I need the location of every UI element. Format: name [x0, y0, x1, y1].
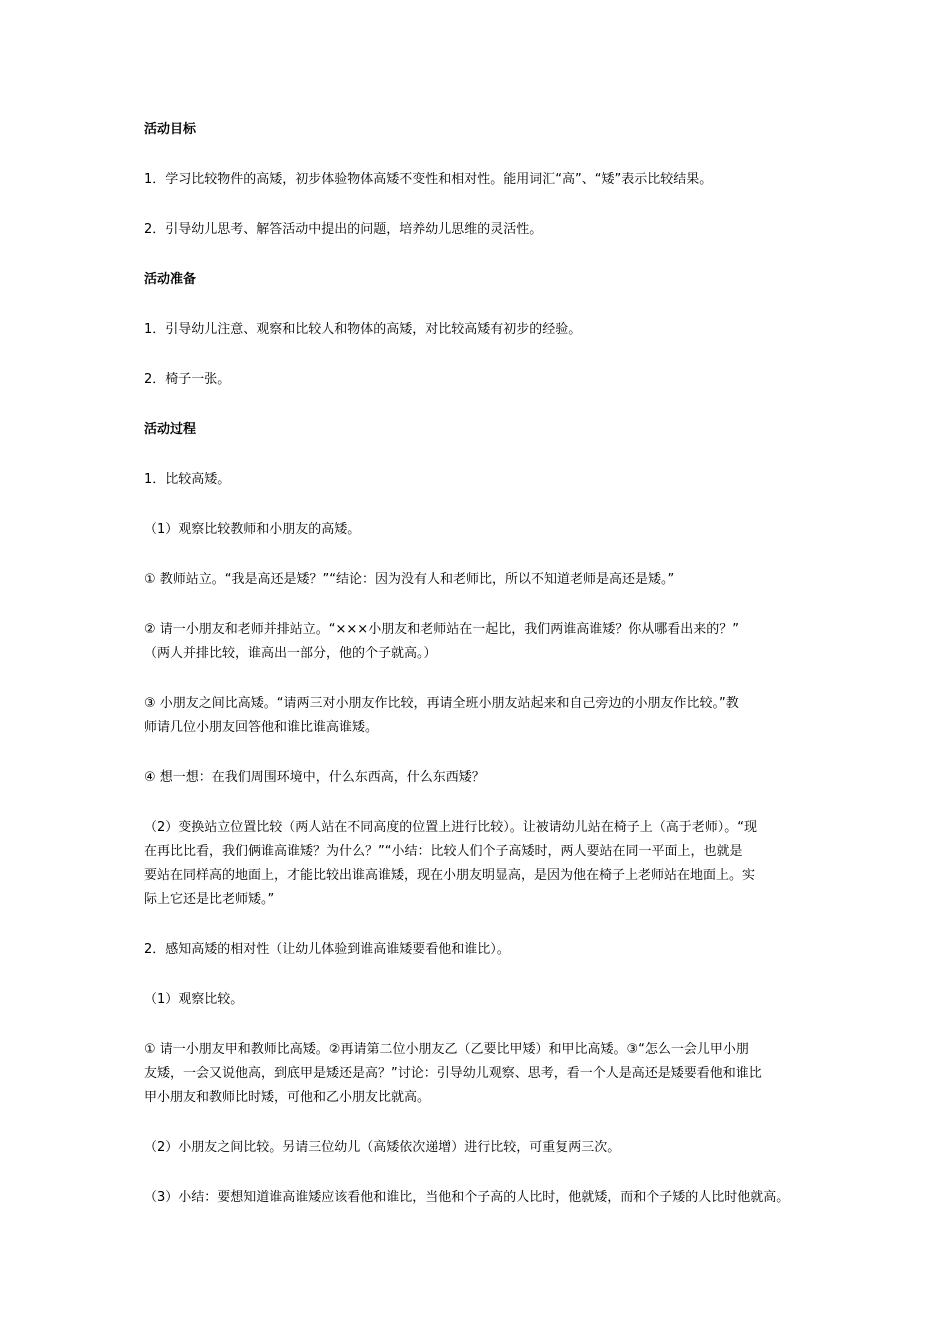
process-step-2: 2．感知高矮的相对性（让幼儿体验到谁高谁矮要看他和谁比）。 — [144, 942, 510, 957]
section-heading-preparation: 活动准备 — [144, 272, 197, 287]
document-page — [144, 118, 820, 1236]
section-heading-process: 活动过程 — [144, 422, 197, 437]
preparation-item-2: 2．椅子一张。 — [144, 372, 231, 387]
process-point-2-line-2: （两人并排比较，谁高出一部分，他的个子就高。） — [144, 646, 437, 661]
process-step-2-substep-1: （1）观察比较。 — [144, 992, 244, 1007]
process-step-2-substep-2: （2）小朋友之间比较。另请三位幼儿（高矮依次递增）进行比较，可重复两三次。 — [144, 1140, 621, 1155]
goal-item-2: 2．引导幼儿思考、解答活动中提出的问题，培养幼儿思维的灵活性。 — [144, 222, 543, 237]
process-step-2-summary: （3）小结：要想知道谁高谁矮应该看他和谁比，当他和个子高的人比时，他就矮，而和个子矮的人比时他就高。 — [144, 1190, 790, 1205]
process-step-2-points — [144, 1038, 820, 1110]
process-point-1: ① 教师站立。“我是高还是矮？”“结论：因为没有人和老师比，所以不知道老师是高还是矮。” — [144, 572, 675, 587]
process-point-2 — [144, 618, 820, 666]
preparation-item-1: 1．引导幼儿注意、观察和比较人和物体的高矮，对比较高矮有初步的经验。 — [144, 322, 582, 337]
process-step-2-points-line-2: 友矮，一会又说他高，到底甲是矮还是高？”讨论：引导幼儿观察、思考，看一个人是高还是矮要看他和谁比 — [144, 1066, 762, 1081]
process-substep-2-line-1: （2）变换站立位置比较（两人站在不同高度的位置上进行比较）。让被请幼儿站在椅子上（高于老师）。“现 — [144, 820, 758, 835]
section-heading-goals: 活动目标 — [144, 122, 197, 137]
process-step-1: 1．比较高矮。 — [144, 472, 231, 487]
process-point-3-line-2: 师请几位小朋友回答他和谁比谁高谁矮。 — [144, 720, 379, 735]
process-substep-2-line-4: 际上它还是比老师矮。” — [144, 892, 275, 907]
goal-item-1: 1．学习比较物件的高矮，初步体验物体高矮不变性和相对性。能用词汇“高”、“矮”表示比较结果。 — [144, 172, 713, 187]
process-substep-2 — [144, 816, 820, 912]
process-substep-2-line-2: 在再比比看，我们俩谁高谁矮？为什么？”“小结：比较人们个子高矮时，两人要站在同一平面上，也就是 — [144, 844, 743, 859]
process-point-3 — [144, 692, 820, 740]
process-step-2-points-line-3: 甲小朋友和教师比时矮，可他和乙小朋友比就高。 — [144, 1090, 431, 1105]
process-step-2-points-line-1: ① 请一小朋友甲和教师比高矮。②再请第二位小朋友乙（乙要比甲矮）和甲比高矮。③“怎么一会儿甲小朋 — [144, 1042, 749, 1057]
process-substep-1: （1）观察比较教师和小朋友的高矮。 — [144, 522, 361, 537]
process-point-4: ④ 想一想：在我们周围环境中，什么东西高，什么东西矮？ — [144, 770, 485, 785]
process-substep-2-line-3: 要站在同样高的地面上，才能比较出谁高谁矮，现在小朋友明显高，是因为他在椅子上老师站在地面上。实 — [144, 868, 756, 883]
process-point-2-line-1: ② 请一小朋友和老师并排站立。“×××小朋友和老师站在一起比，我们两谁高谁矮？你从哪看出来的？” — [144, 622, 739, 637]
process-point-3-line-1: ③ 小朋友之间比高矮。“请两三对小朋友作比较，再请全班小朋友站起来和自己旁边的小朋友作比较。”教 — [144, 696, 739, 711]
